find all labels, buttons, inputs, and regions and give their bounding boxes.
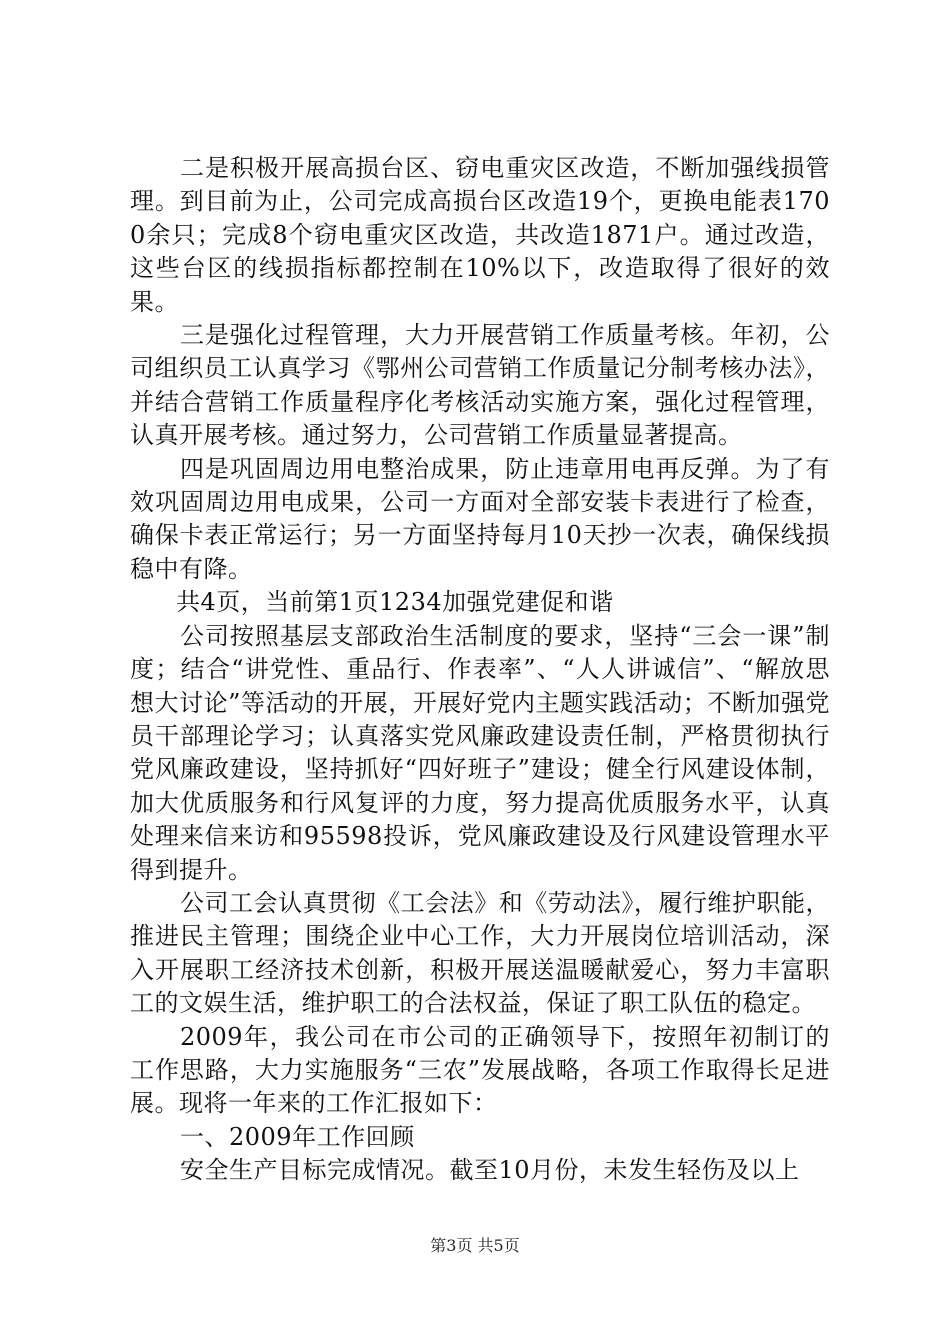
paragraph-party-building: 公司按照基层支部政治生活制度的要求，坚持“三会一课”制度；结合“讲党性、重品行、作表率”、“人人讲诚信”、“解放思想大讨论”等活动的开展，开展好党内主题实践活动；不断加强党员干部理论学习；认真落实党风廉政建设责任制，严格贯彻执行党风廉政建设，坚持抓好“四好班子”建设；健全行风建设体制，加大优质服务和行风复评的力度，努力提高优质服务水平，认真处理来信来访和95598投诉，党风廉政建设及行风建设管理水平得到提升。 bbox=[130, 621, 830, 884]
page-footer: 第3页 共5页 bbox=[430, 1236, 520, 1255]
paragraph-process-management: 三是强化过程管理，大力开展营销工作质量考核。年初，公司组织员工认真学习《鄂州公司营销工作质量记分制考核办法》，并结合营销工作质量程序化考核活动实施方案，强化过程管理，认真开展考核。通过努力，公司营销工作质量显著提高。 bbox=[130, 321, 830, 450]
paragraph-labor-union: 公司工会认真贯彻《工会法》和《劳动法》，履行维护职能，推进民主管理；围绕企业中心工作，大力开展岗位培训活动，深入开展职工经济技术创新，积极开展送温暖献爱心，努力丰富职工的文娱生活，维护职工的合法权益，保证了职工队伍的稳定。 bbox=[130, 888, 830, 1018]
paragraph-electricity-rectification: 四是巩固周边用电整治成果，防止违章用电再反弹。为了有效巩固周边用电成果，公司一方面对全部安装卡表进行了检查，确保卡表正常运行；另一方面坚持每月10天抄一次表，确保线损稳中有降。 bbox=[130, 454, 830, 583]
section-heading-review: 一、2009年工作回顾 bbox=[180, 1122, 415, 1151]
paragraph-safety-production: 安全生产目标完成情况。截至10月份，未发生轻伤及以上 bbox=[180, 1156, 800, 1185]
paragraph-2009-summary: 2009年，我公司在市公司的正确领导下，按照年初制订的工作思路，大力实施服务“三农”发展战略，各项工作取得长足进展。现将一年来的工作汇报如下： bbox=[130, 1022, 830, 1118]
document-body bbox=[130, 152, 830, 1188]
paragraph-line-loss: 二是积极开展高损台区、窃电重灾区改造，不断加强线损管理。到目前为止，公司完成高损台区改造19个，更换电能表1700余只；完成8个窃电重灾区改造，共改造1871户。通过改造，这些台区的线损指标都控制在10%以下，改造取得了很好的效果。 bbox=[130, 154, 830, 316]
paragraph-page-note: 共4页，当前第1页1234加强党建促和谐 bbox=[176, 588, 614, 617]
